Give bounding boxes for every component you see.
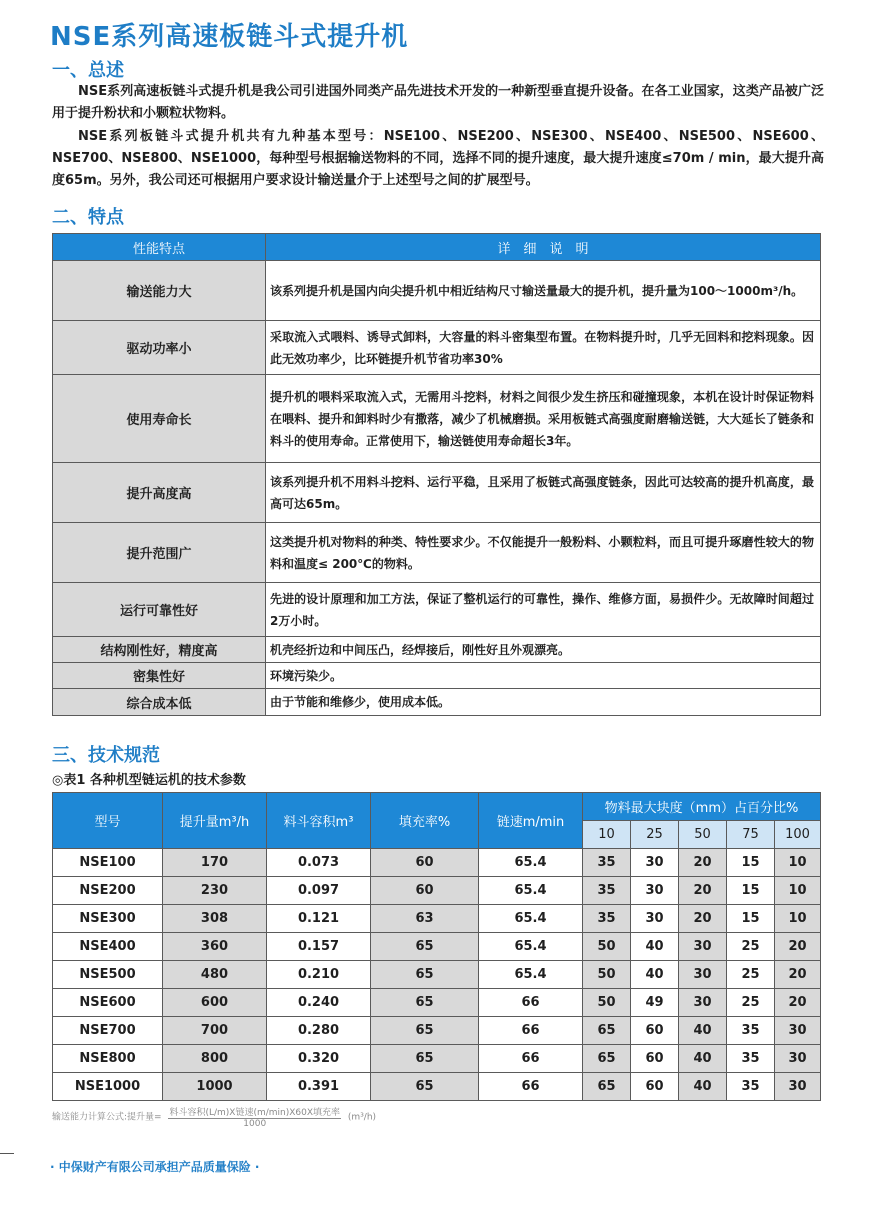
cell-speed: 65.4 — [479, 905, 583, 933]
tech-header-model: 型号 — [53, 793, 163, 849]
cell-capacity: 700 — [163, 1017, 267, 1045]
feature-name: 结构刚性好，精度高 — [53, 637, 266, 663]
cell-lump-50: 40 — [679, 1045, 727, 1073]
features-row — [53, 583, 821, 637]
cell-lump-75: 15 — [727, 905, 775, 933]
tech-table-caption: ◎表1 各种机型链运机的技术参数 — [52, 773, 246, 788]
cell-speed: 66 — [479, 1073, 583, 1101]
feature-description: 该系列提升机不用料斗挖料、运行平稳，且采用了板链式高强度链条，因此可达较高的提升机高度，最高可达65m。 — [266, 463, 821, 523]
cell-lump-100: 10 — [775, 905, 821, 933]
cell-capacity: 600 — [163, 989, 267, 1017]
cell-model: NSE1000 — [53, 1073, 163, 1101]
cell-fill: 60 — [371, 877, 479, 905]
cell-lump-75: 35 — [727, 1045, 775, 1073]
features-row — [53, 637, 821, 663]
cell-lump-25: 60 — [631, 1045, 679, 1073]
cell-speed: 66 — [479, 1045, 583, 1073]
cell-model: NSE300 — [53, 905, 163, 933]
cell-lump-100: 30 — [775, 1073, 821, 1101]
features-row — [53, 523, 821, 583]
features-row — [53, 261, 821, 321]
feature-description: 机壳经折边和中间压凸，经焊接后，刚性好且外观漂亮。 — [266, 637, 821, 663]
cell-fill: 65 — [371, 1073, 479, 1101]
cell-fill: 65 — [371, 989, 479, 1017]
table-row — [53, 961, 821, 989]
page-title: NSE系列高速板链斗式提升机 — [50, 22, 409, 52]
feature-description: 采取流入式喂料、诱导式卸料，大容量的料斗密集型布置。在物料提升时，几乎无回料和挖料现象。因此无效功率少，比环链提升机节省功率30% — [266, 321, 821, 375]
cell-lump-100: 10 — [775, 877, 821, 905]
feature-name: 提升范围广 — [53, 523, 266, 583]
cell-bucket: 0.157 — [267, 933, 371, 961]
feature-description: 这类提升机对物料的种类、特性要求少。不仅能提升一般粉料、小颗粒料，而且可提升琢磨性较大的物料和温度≤ 200℃的物料。 — [266, 523, 821, 583]
cell-fill: 65 — [371, 1017, 479, 1045]
cell-capacity: 230 — [163, 877, 267, 905]
table-row — [53, 877, 821, 905]
features-row — [53, 663, 821, 689]
cell-model: NSE600 — [53, 989, 163, 1017]
cell-lump-50: 30 — [679, 961, 727, 989]
feature-description: 由于节能和维修少，使用成本低。 — [266, 689, 821, 716]
tech-header-bucket: 料斗容积m³ — [267, 793, 371, 849]
cell-capacity: 480 — [163, 961, 267, 989]
cell-speed: 66 — [479, 989, 583, 1017]
cell-lump-75: 25 — [727, 989, 775, 1017]
cell-lump-50: 40 — [679, 1017, 727, 1045]
features-row — [53, 463, 821, 523]
cell-lump-75: 35 — [727, 1073, 775, 1101]
tech-subheader-100: 100 — [775, 821, 821, 849]
features-table — [52, 233, 821, 716]
cell-lump-50: 30 — [679, 989, 727, 1017]
cell-capacity: 360 — [163, 933, 267, 961]
cell-model: NSE700 — [53, 1017, 163, 1045]
table-row — [53, 1073, 821, 1101]
cell-model: NSE500 — [53, 961, 163, 989]
cell-model: NSE800 — [53, 1045, 163, 1073]
cell-speed: 65.4 — [479, 933, 583, 961]
cell-lump-25: 30 — [631, 905, 679, 933]
cell-fill: 65 — [371, 961, 479, 989]
cell-speed: 65.4 — [479, 877, 583, 905]
table-row — [53, 905, 821, 933]
cell-capacity: 800 — [163, 1045, 267, 1073]
feature-name: 提升高度高 — [53, 463, 266, 523]
cell-lump-10: 35 — [583, 877, 631, 905]
tech-header-row — [53, 793, 821, 821]
section-heading-features: 二、特点 — [52, 207, 124, 228]
overview-paragraph-2: NSE系列板链斗式提升机共有九种基本型号：NSE100、NSE200、NSE300、NSE400、NSE500、NSE600、NSE700、NSE800、NSE1000，每种型号根据输送物料的不同，选择不同的提升速度，最大提升速度≤70m / min，最大提升高度65m。另外，我公司还可根据用户要求设计输送量介于上述型号之间的扩展型号。 — [52, 129, 824, 188]
cell-capacity: 170 — [163, 849, 267, 877]
cell-lump-10: 50 — [583, 961, 631, 989]
cell-speed: 65.4 — [479, 849, 583, 877]
cell-lump-10: 65 — [583, 1017, 631, 1045]
cell-fill: 60 — [371, 849, 479, 877]
cell-model: NSE400 — [53, 933, 163, 961]
tech-spec-table — [52, 792, 821, 1101]
section-heading-tech: 三、技术规范 — [52, 745, 160, 766]
cell-fill: 63 — [371, 905, 479, 933]
formula-unit: (m³/h) — [347, 1112, 377, 1123]
cell-lump-50: 30 — [679, 933, 727, 961]
cell-capacity: 1000 — [163, 1073, 267, 1101]
overview-paragraph-1: NSE系列高速板链斗式提升机是我公司引进国外同类产品先进技术开发的一种新型垂直提升设备。在各工业国家，这类产品被广泛用于提升粉状和小颗粒状物料。 — [52, 84, 824, 121]
cell-lump-75: 35 — [727, 1017, 775, 1045]
table-row — [53, 849, 821, 877]
crop-mark — [0, 1153, 14, 1154]
feature-name: 综合成本低 — [53, 689, 266, 716]
cell-lump-25: 40 — [631, 933, 679, 961]
cell-lump-100: 30 — [775, 1017, 821, 1045]
cell-bucket: 0.073 — [267, 849, 371, 877]
cell-lump-25: 40 — [631, 961, 679, 989]
table-row — [53, 1045, 821, 1073]
feature-name: 驱动功率小 — [53, 321, 266, 375]
cell-lump-75: 25 — [727, 961, 775, 989]
formula-denominator: 1000 — [243, 1119, 267, 1129]
cell-lump-25: 30 — [631, 877, 679, 905]
cell-lump-10: 35 — [583, 905, 631, 933]
cell-lump-25: 49 — [631, 989, 679, 1017]
cell-lump-100: 20 — [775, 961, 821, 989]
feature-description: 该系列提升机是国内向尖提升机中相近结构尺寸输送量最大的提升机，提升量为100～1000m³/h。 — [266, 261, 821, 321]
feature-description: 先进的设计原理和加工方法，保证了整机运行的可靠性，操作、维修方面，易损件少。无故障时间超过2万小时。 — [266, 583, 821, 637]
cell-fill: 65 — [371, 933, 479, 961]
tech-header-lump: 物料最大块度（mm）占百分比% — [583, 793, 821, 821]
capacity-formula — [52, 1105, 376, 1129]
cell-bucket: 0.097 — [267, 877, 371, 905]
cell-lump-50: 20 — [679, 905, 727, 933]
cell-bucket: 0.280 — [267, 1017, 371, 1045]
cell-lump-75: 15 — [727, 877, 775, 905]
cell-bucket: 0.121 — [267, 905, 371, 933]
cell-lump-75: 15 — [727, 849, 775, 877]
tech-subheader-75: 75 — [727, 821, 775, 849]
cell-lump-100: 20 — [775, 933, 821, 961]
formula-numerator: 料斗容积(L/m)X链速(m/min)X60X填充率 — [168, 1105, 341, 1119]
features-header-row — [53, 234, 821, 261]
cell-model: NSE100 — [53, 849, 163, 877]
features-row — [53, 321, 821, 375]
tech-header-speed: 链速m/min — [479, 793, 583, 849]
footer-insurance-note: · 中保财产有限公司承担产品质量保险 · — [50, 1160, 260, 1174]
cell-bucket: 0.391 — [267, 1073, 371, 1101]
formula-prefix: 输送能力计算公式:提升量= — [52, 1112, 162, 1123]
feature-name: 输送能力大 — [53, 261, 266, 321]
table-row — [53, 1017, 821, 1045]
cell-lump-50: 20 — [679, 849, 727, 877]
feature-name: 密集性好 — [53, 663, 266, 689]
tech-subheader-10: 10 — [583, 821, 631, 849]
cell-bucket: 0.320 — [267, 1045, 371, 1073]
cell-bucket: 0.240 — [267, 989, 371, 1017]
features-row — [53, 375, 821, 463]
cell-lump-75: 25 — [727, 933, 775, 961]
features-header-feature: 性能特点 — [53, 234, 266, 261]
cell-lump-10: 35 — [583, 849, 631, 877]
cell-lump-100: 10 — [775, 849, 821, 877]
cell-lump-50: 40 — [679, 1073, 727, 1101]
cell-lump-25: 60 — [631, 1073, 679, 1101]
tech-header-capacity: 提升量m³/h — [163, 793, 267, 849]
table-row — [53, 989, 821, 1017]
tech-subheader-25: 25 — [631, 821, 679, 849]
cell-speed: 65.4 — [479, 961, 583, 989]
cell-speed: 66 — [479, 1017, 583, 1045]
cell-fill: 65 — [371, 1045, 479, 1073]
cell-lump-10: 50 — [583, 989, 631, 1017]
feature-name: 使用寿命长 — [53, 375, 266, 463]
section-heading-overview: 一、总述 — [52, 60, 124, 81]
cell-lump-25: 30 — [631, 849, 679, 877]
cell-lump-50: 20 — [679, 877, 727, 905]
features-row — [53, 689, 821, 716]
cell-lump-100: 20 — [775, 989, 821, 1017]
cell-lump-10: 65 — [583, 1045, 631, 1073]
tech-subheader-50: 50 — [679, 821, 727, 849]
tech-header-fill: 填充率% — [371, 793, 479, 849]
feature-description: 提升机的喂料采取流入式，无需用斗挖料，材料之间很少发生挤压和碰撞现象，本机在设计时保证物料在喂料、提升和卸料时少有撒落，减少了机械磨损。采用板链式高强度耐磨输送链，大大延长了链条和料斗的使用寿命。正常使用下，输送链使用寿命超长3年。 — [266, 375, 821, 463]
feature-name: 运行可靠性好 — [53, 583, 266, 637]
features-header-detail: 详 细 说 明 — [266, 234, 821, 261]
cell-lump-100: 30 — [775, 1045, 821, 1073]
feature-description: 环境污染少。 — [266, 663, 821, 689]
cell-lump-10: 65 — [583, 1073, 631, 1101]
cell-lump-10: 50 — [583, 933, 631, 961]
cell-capacity: 308 — [163, 905, 267, 933]
formula-fraction — [168, 1105, 341, 1129]
cell-bucket: 0.210 — [267, 961, 371, 989]
cell-model: NSE200 — [53, 877, 163, 905]
cell-lump-25: 60 — [631, 1017, 679, 1045]
table-row — [53, 933, 821, 961]
